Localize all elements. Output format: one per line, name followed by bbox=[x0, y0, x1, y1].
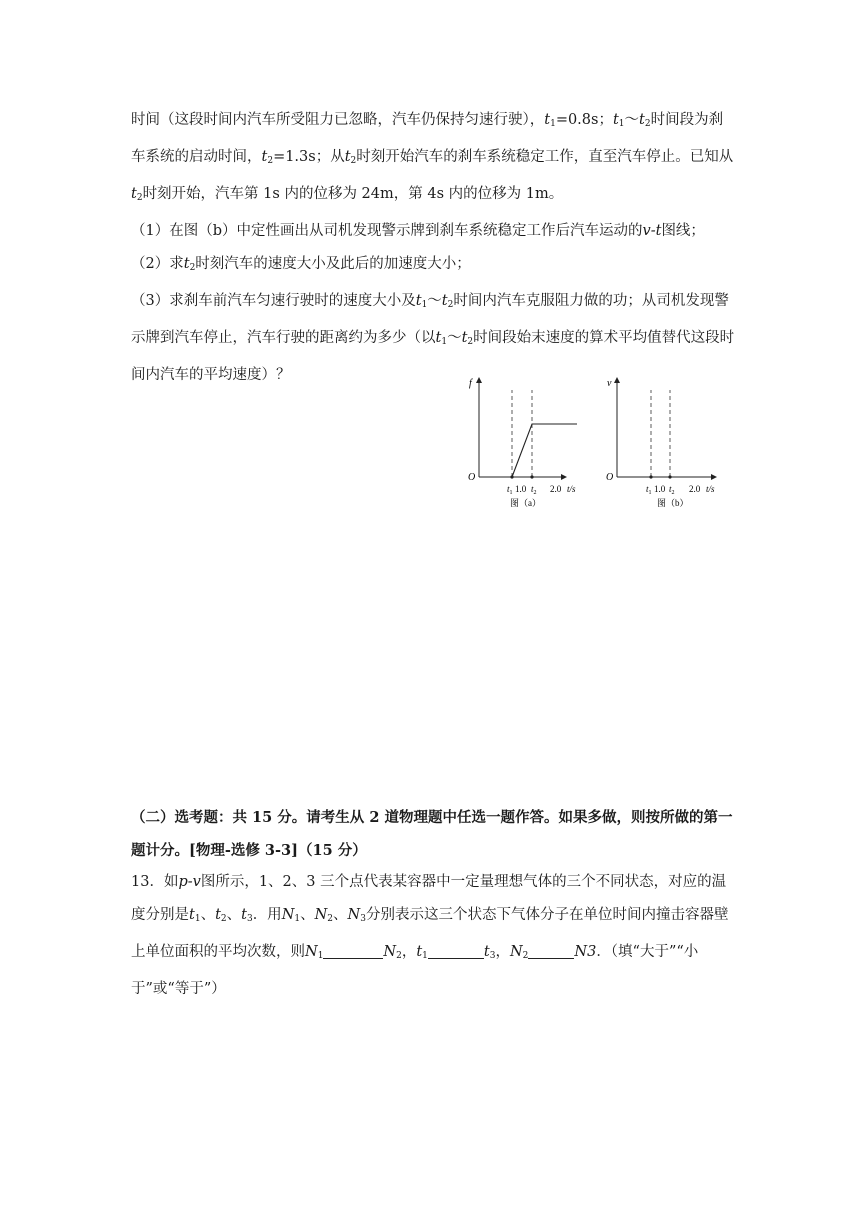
answer-blank-1[interactable] bbox=[323, 944, 383, 959]
fig-b-tick-1: 1.0 bbox=[654, 484, 666, 494]
fig-a-dot-t1 bbox=[510, 475, 513, 478]
fig-b-t1-label: $t_1$ bbox=[646, 484, 652, 496]
fig-a-origin: O bbox=[468, 472, 476, 483]
fig-a-caption: 图（a） bbox=[510, 498, 541, 508]
fig-a-f-curve bbox=[512, 424, 577, 477]
figure-b bbox=[606, 378, 715, 508]
fig-a-tick-2: 2.0 bbox=[550, 484, 562, 494]
fig-b-caption: 图（b） bbox=[657, 498, 689, 508]
subq-3: （3）求刹车前汽车匀速行驶时的速度大小及$t_1\sim t_2$时间内汽车克服阻力做的功；从司机发现警示牌到汽车停止，汽车行驶的距离约为多少（以$t_1\sim t_2$时间段始末速度的算术平均值替代这段时间内汽车的平均速度）？ bbox=[131, 293, 735, 383]
figure-a bbox=[468, 378, 577, 508]
fig-b-ylabel: v bbox=[607, 378, 612, 389]
fig-b-origin: O bbox=[606, 472, 614, 483]
q13-text: 13．如p-v图所示，1、2、3 三个点代表某容器中一定量理想气体的三个不同状态，对应的温度分别是$t_1$、$t_2$、$t_3$．用$N_1$、$N_2$、$N_3$分别表示这三个状态下气体分子在单位时间内撞击容器壁上单位面积的平均次数，则$N_1$ $N_2$，$t_1$ $t_3$，$N_2$ N3．（填“大于”“小于”或“等于”） bbox=[131, 874, 729, 997]
fig-a-ylabel: f bbox=[469, 378, 472, 389]
fig-b-dot-t1 bbox=[649, 475, 652, 478]
subq-1: （1）在图（b）中定性画出从司机发现警示牌到刹车系统稳定工作后汽车运动的v-t图线； bbox=[131, 223, 705, 239]
subq-2: （2）求$t_2$时刻汽车的速度大小及此后的加速度大小； bbox=[131, 256, 471, 273]
fig-b-dot-t2 bbox=[668, 475, 671, 478]
fig-a-dot-t2 bbox=[530, 475, 533, 478]
answer-blank-3[interactable] bbox=[528, 944, 574, 959]
answer-blank-2[interactable] bbox=[428, 944, 484, 959]
fig-a-xlabel: t/s bbox=[567, 484, 576, 494]
fig-b-xlabel: t/s bbox=[706, 484, 715, 494]
figures-svg bbox=[460, 372, 730, 512]
fig-a-t1-label: $t_1$ bbox=[507, 484, 513, 496]
section-heading: （二）选考题：共 15 分。请考生从 2 道物理题中任选一题作答。如果多做，则按所做的第一题计分。[物理-选修 3-3]（15 分） bbox=[131, 809, 733, 859]
figures bbox=[460, 372, 730, 512]
fig-b-t2-label: $t_2$ bbox=[669, 484, 675, 496]
fig-b-tick-2: 2.0 bbox=[689, 484, 701, 494]
fig-a-t2-label: $t_2$ bbox=[531, 484, 537, 496]
q12-text: 时间（这段时间内汽车所受阻力已忽略，汽车仍保持匀速行驶），$t_1=0.8s$；$t_1\sim t_2$时间段为刹车系统的启动时间，$t_2=1.3s$；从$t_2$时刻开始汽车的刹车系统稳定工作，直至汽车停止。已知从$t_2$时刻开始，汽车第 1s 内的位移为 24m，第 4s 内的位移为 1m。 （1）在图（b）中定性画出从司机发现警示牌到刹车系统稳定工作后汽车运动的v-t图线； （2）求$t_2$时刻汽车的速度大小及此后的加速度大小； （3）求刹车前汽车匀速行驶时的速度大小及$t_1\sim t_2$时间内汽车克服阻力做的功；从司机发现警示牌到汽车停止，汽车行驶的距离约为多少（以$t_1\sim t_2$时间段始末速度的算术平均值替代这段时间内汽车的平均速度）？ bbox=[131, 112, 735, 383]
fig-a-tick-1: 1.0 bbox=[515, 484, 527, 494]
